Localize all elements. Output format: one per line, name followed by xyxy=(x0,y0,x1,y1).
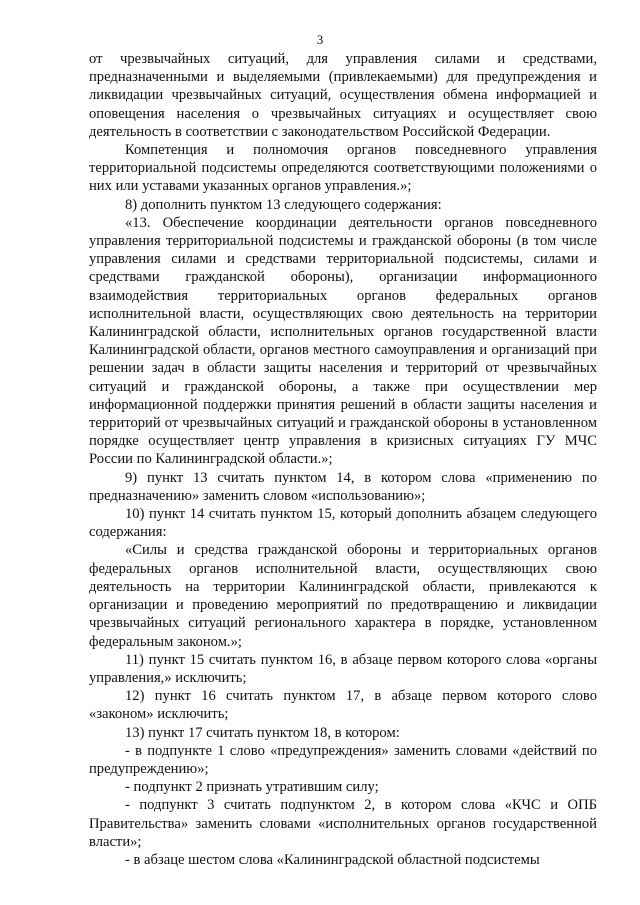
list-item-12: 12) пункт 16 считать пунктом 17, в абзаце первом которого слово «законом» исключить; xyxy=(89,688,597,723)
list-item-11: 11) пункт 15 считать пунктом 16, в абзаце первом которого слова «органы управления,» исключить; xyxy=(89,651,597,686)
quoted-point-13: «13. Обеспечение координации деятельности органов повседневного управления территориальной подсистемы и гражданской обороны (в том числе управления силами и средствами территориальной подсистемы, силами и средствами гражданской обороны), организации информационного взаимодействия территориальных органов федеральных органов исполнительной власти, осуществляющих свою деятельность на территории Калининградской области, исполнительных органов государственной власти Калининградской области, органов местного самоуправления и организаций при решении задач в области защиты населения и территорий от чрезвычайных ситуаций и гражданской обороны, а также при осуществлении мер информационной поддержки принятия решений в области защиты населения и территорий от чрезвычайных ситуаций и гражданской обороны в установленном порядке осуществляет центр управления в кризисных ситуациях ГУ МЧС России по Калининградской области.»; xyxy=(89,214,597,468)
dash-item-subpoint-3: - подпункт 3 считать подпунктом 2, в котором слова «КЧС и ОПБ Правительства» заменить словами «исполнительных органов государственной власти»; xyxy=(89,797,597,850)
dash-item-subpoint-1: - в подпункте 1 слово «предупреждения» заменить словами «действий по предупреждению»; xyxy=(89,742,597,777)
list-item-8: 8) дополнить пунктом 13 следующего содержания: xyxy=(125,196,442,213)
document-body xyxy=(89,50,597,869)
list-item-10: 10) пункт 14 считать пунктом 15, который дополнить абзацем следующего содержания: xyxy=(89,506,597,541)
quoted-paragraph-forces: «Силы и средства гражданской обороны и территориальных органов федеральных органов исполнительной власти, осуществляющих свою деятельность на территории Калининградской области, привлекаются к организации и проведению мероприятий по предотвращению и ликвидации чрезвычайных ситуаций регионального характера в порядке, установленном федеральным законом.»; xyxy=(89,542,597,650)
dash-item-subpoint-2: - подпункт 2 признать утратившим силу; xyxy=(125,779,379,796)
dash-item-paragraph-6: - в абзаце шестом слова «Калининградской областной подсистемы xyxy=(125,851,540,868)
list-item-9: 9) пункт 13 считать пунктом 14, в котором слова «применению по предназначению» заменить словом «использованию»; xyxy=(89,469,597,504)
paragraph-competence: Компетенция и полномочия органов повседневного управления территориальной подсистемы определяются соответствующими положениями о них или уставами указанных органов управления.»; xyxy=(89,142,597,195)
paragraph-continuation: от чрезвычайных ситуаций, для управления силами и средствами, предназначенными и выделяемыми (привлекаемыми) для предупреждения и ликвидации чрезвычайных ситуаций, осуществления обмена информацией и оповещения населения о чрезвычайных ситуациях и осуществляет свою деятельность в соответствии с законодательством Российской Федерации. xyxy=(89,51,597,140)
page-number: 3 xyxy=(316,32,324,47)
list-item-13: 13) пункт 17 считать пунктом 18, в котором: xyxy=(125,724,400,741)
